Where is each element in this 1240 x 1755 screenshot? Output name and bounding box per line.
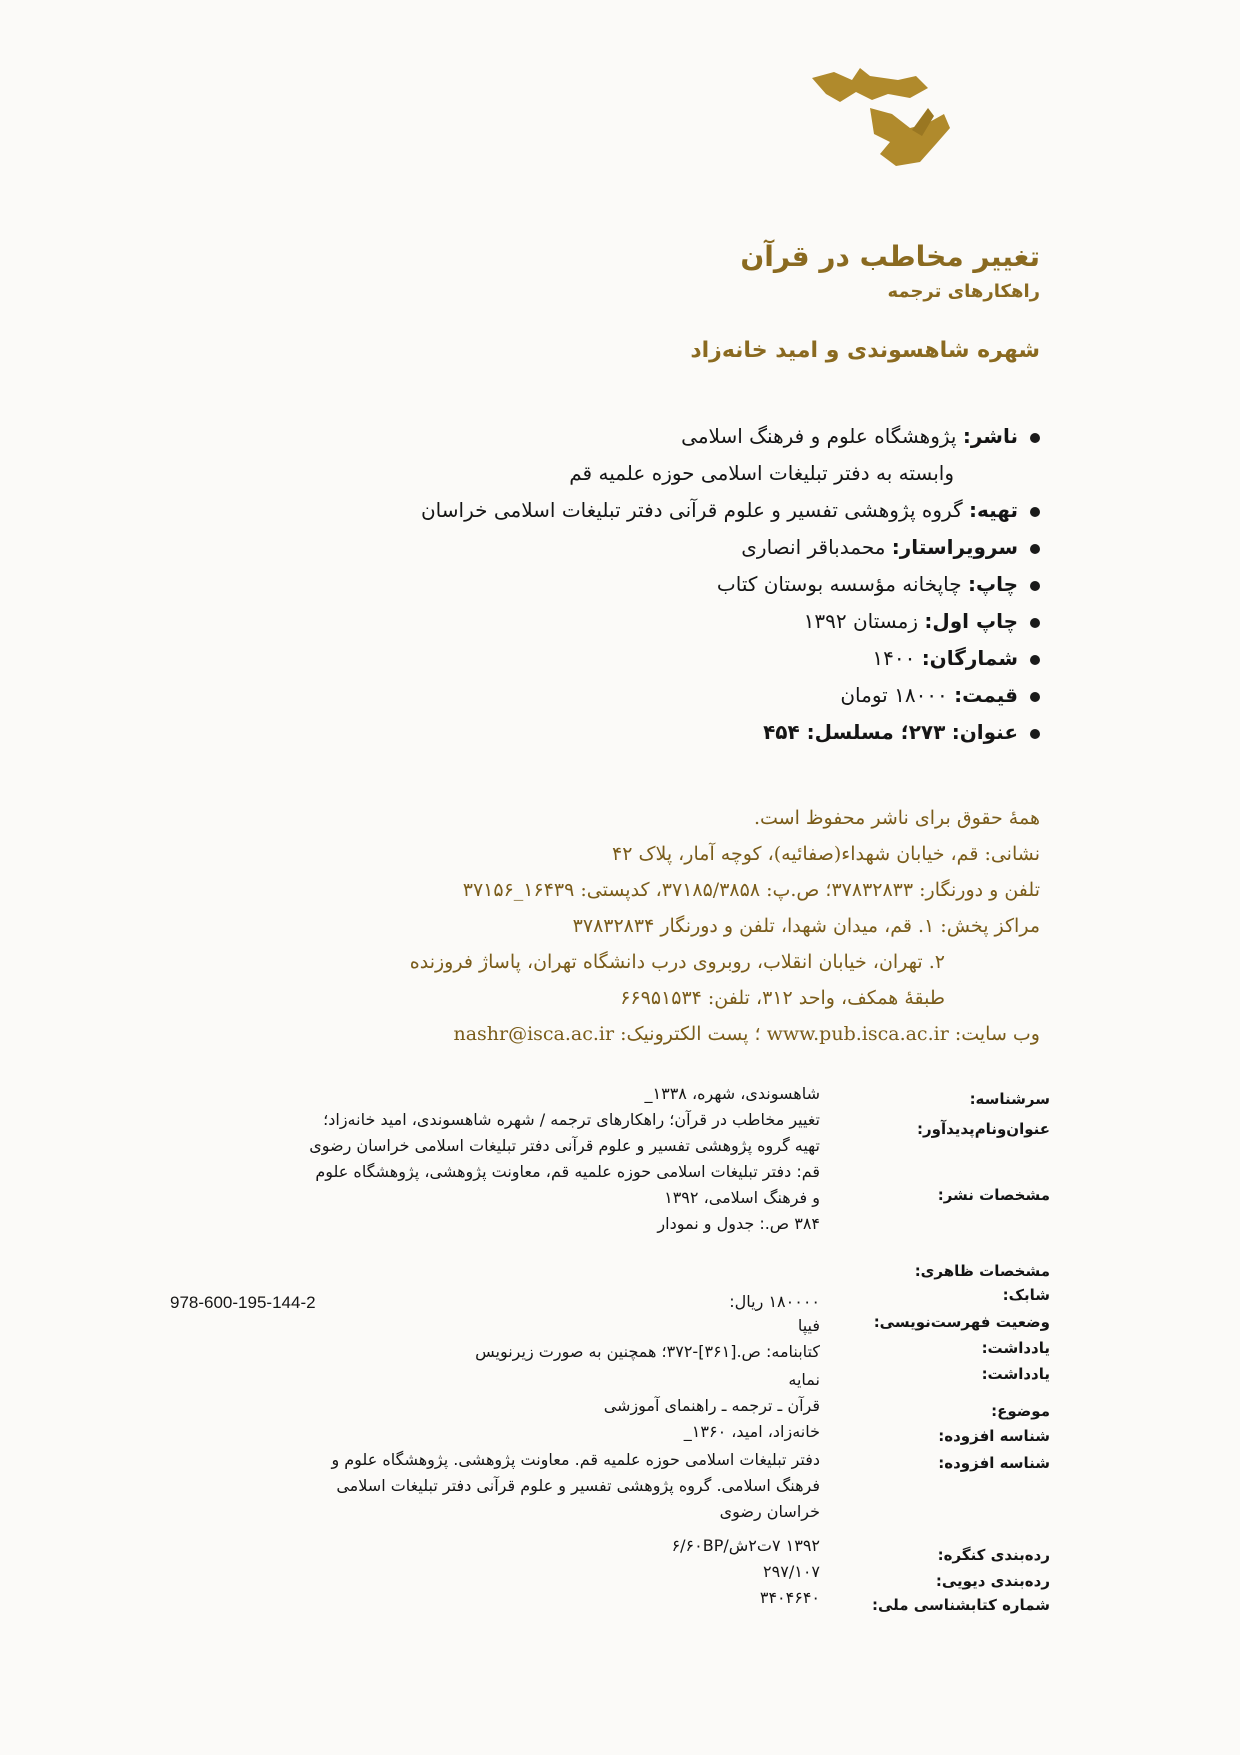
bullet-icon: [1030, 581, 1040, 591]
book-heading: [690, 240, 1040, 363]
bullet-icon: [1030, 729, 1040, 739]
email-label: ؛ پست الکترونیک:: [620, 1023, 761, 1045]
cip-label: شماره کتابشناسی ملی:: [871, 1596, 1050, 1614]
cataloging-in-publication: [170, 1084, 1050, 1620]
bullet-icon: [1030, 655, 1040, 665]
publisher-logo: [800, 58, 960, 178]
cip-value: کتابنامه: ص.[۳۶۱]-۳۷۲؛ همچنین به صورت زیرنویس: [475, 1342, 820, 1361]
postal-address: نشانی: قم، خیابان شهداء(صفائیه)، کوچه آمار، پلاک ۴۲: [612, 843, 1040, 865]
cip-label: سرشناسه:: [969, 1090, 1050, 1108]
distribution-center-1: مراکز پخش: ۱. قم، میدان شهدا، تلفن و دورنگار ۳۷۸۳۲۸۳۴: [572, 915, 1040, 937]
book-authors: شهره شاهسوندی و امید خانه‌زاد: [690, 338, 1040, 363]
credit-label: قیمت:: [954, 683, 1018, 707]
credit-publisher-affiliation: [140, 455, 1040, 492]
cip-label: رده‌بندی دیویی:: [935, 1572, 1050, 1590]
credit-printing: [140, 566, 1040, 603]
credit-publisher: [140, 418, 1040, 455]
credit-label: تهیه:: [968, 498, 1018, 522]
bullet-icon: [1030, 544, 1040, 554]
credit-value: ۱۴۰۰: [872, 646, 916, 670]
credit-value: پژوهشگاه علوم و فرهنگ اسلامی: [681, 424, 957, 448]
distribution-center-3: طبقهٔ همکف، واحد ۳۱۲، تلفن: ۶۶۹۵۱۵۳۴: [620, 987, 945, 1009]
cip-value: ۳۴۰۴۶۴۰: [759, 1588, 820, 1607]
credit-value: گروه پژوهشی تفسیر و علوم قرآنی دفتر تبلیغات اسلامی خراسان: [420, 498, 963, 522]
cip-label: عنوان‌ونام‌پدیدآور:: [917, 1120, 1050, 1138]
credit-editor: [140, 529, 1040, 566]
cip-label: شابک:: [1002, 1286, 1050, 1304]
bullet-icon: [1030, 507, 1040, 517]
cip-value: خراسان رضوی: [719, 1502, 820, 1521]
publisher-contact: [140, 800, 1040, 1052]
cip-value: تهیه گروه پژوهشی تفسیر و علوم قرآنی دفتر تبلیغات اسلامی خراسان رضوی: [309, 1136, 820, 1155]
cip-label: یادداشت:: [981, 1339, 1050, 1357]
cip-value: و فرهنگ اسلامی، ۱۳۹۲: [664, 1188, 820, 1207]
cip-label: شناسه افزوده:: [938, 1427, 1050, 1445]
credit-title-number: [140, 714, 1040, 751]
credit-label: ناشر:: [962, 424, 1018, 448]
cip-value: نمایه: [788, 1370, 820, 1389]
credit-value: محمدباقر انصاری: [741, 535, 886, 559]
cip-value: قرآن ـ ترجمه ـ راهنمای آموزشی: [603, 1396, 820, 1415]
rights-notice: همهٔ حقوق برای ناشر محفوظ است.: [753, 807, 1040, 829]
cip-value: خانه‌زاد، امید، ۱۳۶۰_: [683, 1422, 820, 1441]
credits-list: [140, 418, 1040, 751]
bullet-icon: [1030, 692, 1040, 702]
credit-edition: [140, 603, 1040, 640]
credit-value: چاپخانه مؤسسه بوستان کتاب: [716, 572, 962, 596]
cip-value: تغییر مخاطب در قرآن؛ راهکارهای ترجمه / شهره شاهسوندی، امید خانه‌زاد؛: [323, 1110, 820, 1129]
distribution-center-2: ۲. تهران، خیابان انقلاب، روبروی درب دانشگاه تهران، پاساژ فروزنده: [409, 951, 945, 973]
website-label: وب سایت:: [954, 1023, 1040, 1045]
phone-line: تلفن و دورنگار: ۳۷۸۳۲۸۳۳؛ ص.پ: ۳۷۱۸۵/۳۸۵۸، کدپستی: ۱۶۴۳۹_۳۷۱۵۶: [462, 879, 1040, 901]
cip-value: ۱۸۰۰۰۰ ریال:: [729, 1292, 820, 1311]
credit-value: زمستان ۱۳۹۲: [803, 609, 919, 633]
credit-label: سرویراستار:: [891, 535, 1018, 559]
cip-label: یادداشت:: [981, 1365, 1050, 1383]
bullet-icon: [1030, 433, 1040, 443]
credit-label: شمارگان:: [921, 646, 1018, 670]
credit-label: چاپ اول:: [924, 609, 1018, 633]
email-link[interactable]: nashr@isca.ac.ir: [453, 1023, 615, 1045]
web-email-line: [140, 1016, 1040, 1052]
credit-value: وابسته به دفتر تبلیغات اسلامی حوزه علمیه قم: [569, 461, 954, 485]
cip-label: شناسه افزوده:: [938, 1454, 1050, 1472]
cip-value: ۳۸۴ ص.: جدول و نمودار: [657, 1214, 820, 1233]
book-title: تغییر مخاطب در قرآن: [740, 240, 1040, 273]
cip-value: شاهسوندی، شهره، ۱۳۳۸_: [644, 1084, 820, 1103]
cip-label: مشخصات نشر:: [937, 1186, 1050, 1204]
credit-value: ۱۸۰۰۰ تومان: [840, 683, 948, 707]
credit-print-run: [140, 640, 1040, 677]
cip-value: ۲۹۷/۱۰۷: [763, 1562, 820, 1581]
credit-price: [140, 677, 1040, 714]
cip-value: دفتر تبلیغات اسلامی حوزه علمیه قم. معاونت پژوهشی. پژوهشگاه علوم و: [331, 1450, 820, 1469]
cip-label: مشخصات ظاهری:: [914, 1262, 1050, 1280]
book-subtitle: راهکارهای ترجمه: [887, 281, 1040, 302]
credit-value: ۲۷۳؛ مسلسل: ۴۵۴: [763, 720, 946, 744]
credit-label: چاپ:: [967, 572, 1018, 596]
cip-value: ۱۳۹۲ ۷ت۲ش/۶/۶۰BP: [671, 1536, 820, 1555]
website-link[interactable]: www.pub.isca.ac.ir: [766, 1023, 949, 1045]
cip-label: وضعیت فهرست‌نویسی:: [873, 1313, 1050, 1331]
cip-label: رده‌بندی کنگره:: [937, 1546, 1050, 1564]
isbn-number: 978-600-195-144-2: [170, 1293, 316, 1312]
cip-value: فرهنگ اسلامی. گروه پژوهشی تفسیر و علوم قرآنی دفتر تبلیغات اسلامی: [336, 1476, 820, 1495]
credit-label: عنوان:: [951, 720, 1018, 744]
cip-value: قم: دفتر تبلیغات اسلامی حوزه علمیه قم، معاونت پژوهشی، پژوهشگاه علوم: [315, 1162, 820, 1181]
cip-label: موضوع:: [991, 1402, 1050, 1420]
cip-value: فیپا: [797, 1316, 820, 1335]
bullet-icon: [1030, 618, 1040, 628]
credit-prepared-by: [140, 492, 1040, 529]
